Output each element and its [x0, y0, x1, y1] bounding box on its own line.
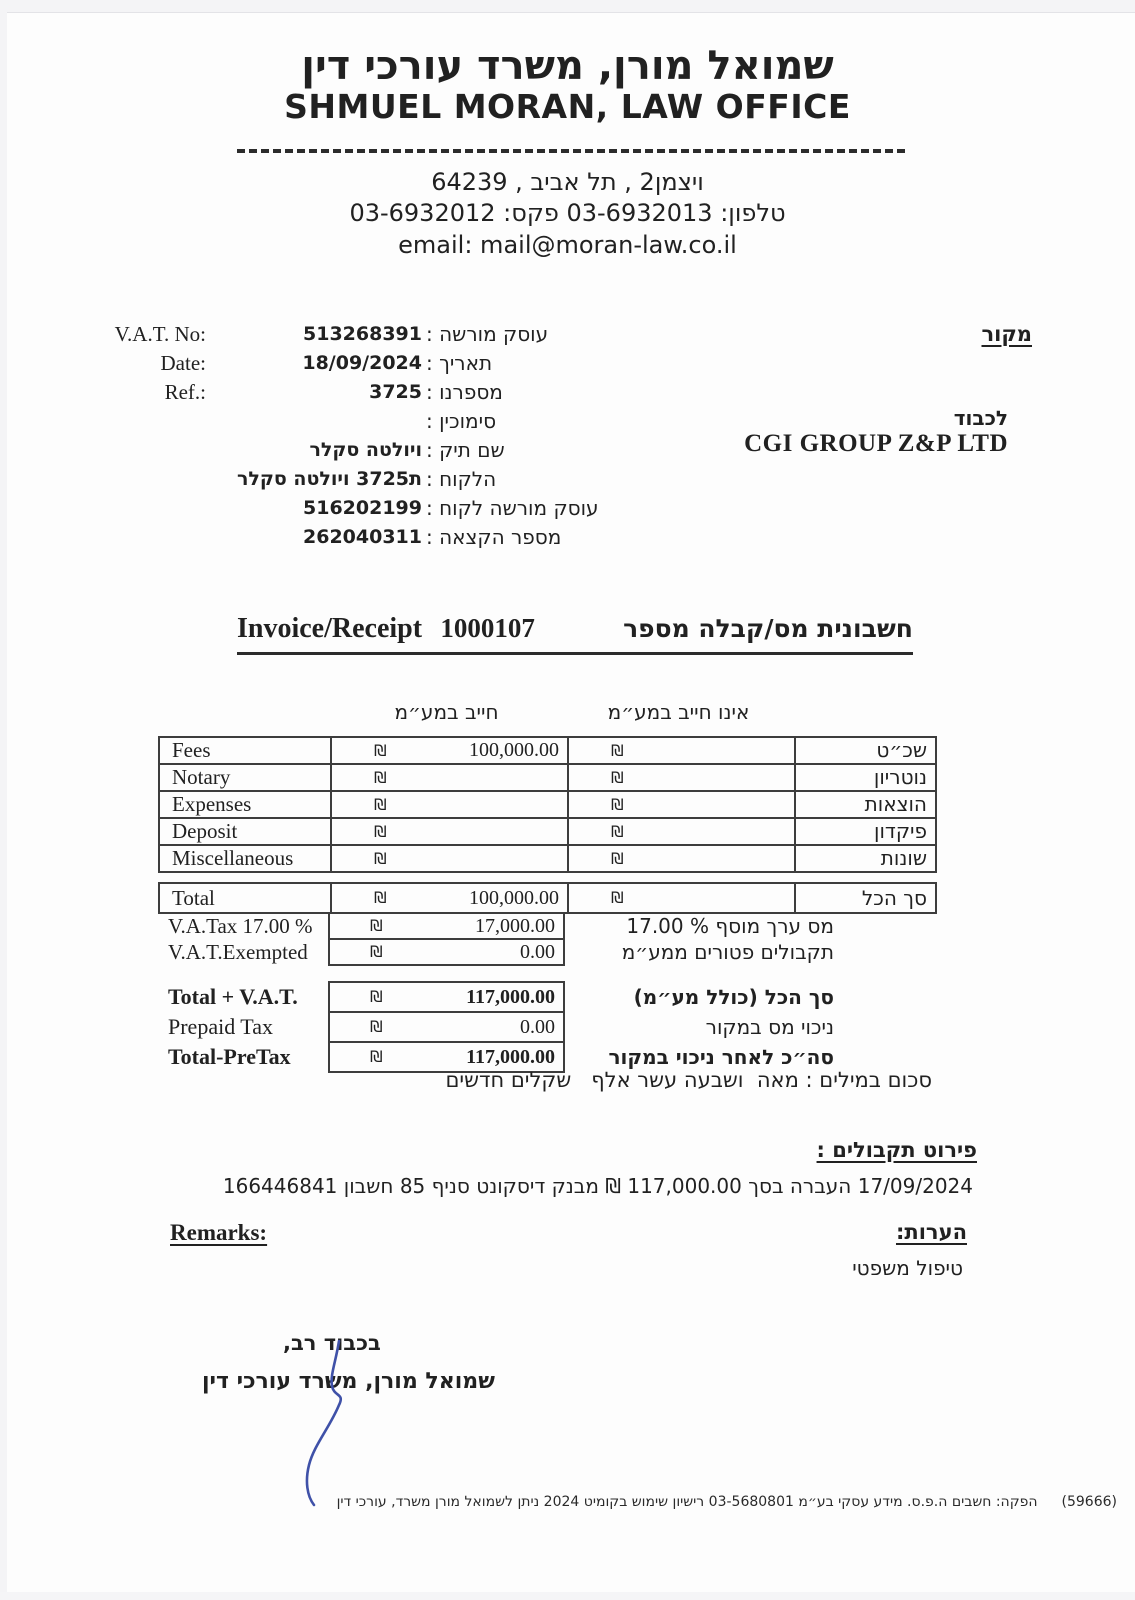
meta-value: 18/09/2024	[302, 352, 422, 374]
shekel-symbol: ₪	[374, 888, 387, 907]
amount-cell-exempt	[567, 792, 794, 817]
row-label-en: Miscellaneous	[172, 846, 294, 870]
vat-row	[158, 940, 937, 966]
shekel-symbol: ₪	[611, 795, 624, 814]
signature-stroke	[307, 1341, 341, 1505]
amount-cell-exempt	[567, 819, 794, 844]
charges-table-body	[158, 736, 937, 873]
table-row	[160, 817, 935, 844]
addressee-label: לכבוד	[953, 406, 1008, 430]
col-header-vat-exempt: אינו חייב במע״מ	[607, 700, 750, 724]
amount-cell-liable	[330, 765, 567, 790]
vat-row	[158, 914, 937, 940]
amount-cell-liable	[330, 846, 567, 871]
meta-row	[100, 320, 662, 349]
shekel-symbol: ₪	[611, 822, 624, 841]
table-row	[160, 844, 935, 871]
row-label-he: שונות	[794, 846, 935, 871]
meta-row	[100, 436, 662, 465]
meta-label-en	[100, 465, 206, 494]
meta-row	[100, 494, 662, 523]
amount-cell	[328, 981, 565, 1013]
amount-cell-exempt	[567, 738, 794, 763]
row-label-he: פיקדון	[794, 819, 935, 844]
origin-label: מקור	[981, 322, 1032, 346]
amount-cell-exempt	[567, 846, 794, 871]
meta-label-en: V.A.T. No:	[114, 322, 206, 346]
charges-table	[158, 700, 937, 1073]
summary-section	[158, 983, 937, 1073]
row-label-en: Prepaid Tax	[168, 1014, 273, 1039]
amount-cell-liable	[330, 884, 567, 912]
amount-in-words: סכום במילים : מאה ושבעה עשר אלף שקלים חדשים	[445, 1068, 932, 1092]
row-label-he: ניכוי מס במקור	[705, 1015, 834, 1039]
meta-value: 3725	[369, 381, 422, 403]
meta-row	[100, 378, 662, 407]
row-label-en: Fees	[172, 738, 211, 762]
office-email: email: mail@moran-law.co.il	[398, 231, 737, 259]
col-header-vat-liable: חייב במע״מ	[394, 700, 499, 724]
dashed-separator	[237, 149, 909, 153]
shekel-symbol: ₪	[611, 768, 624, 787]
summary-row	[158, 1013, 937, 1043]
row-label-he: שכ״ט	[794, 738, 935, 763]
shekel-symbol: ₪	[370, 942, 383, 961]
receipts-detail: 17/09/2024 העברה בסך 117,000.00 ₪ מבנק דיסקונט סניף 85 חשבון 166446841	[222, 1174, 973, 1198]
scan-artifact	[0, 0, 1135, 13]
invoice-title-he: חשבונית מס/קבלה מספר	[623, 614, 913, 643]
law-office-name-hebrew: שמואל מורן, משרד עורכי דין	[301, 43, 834, 89]
row-label-en: Deposit	[172, 819, 238, 843]
receipts-title: פירוט תקבולים :	[816, 1138, 977, 1162]
table-row	[160, 884, 935, 912]
row-label-he: תקבולים פטורים ממע״מ	[621, 940, 834, 964]
meta-row	[100, 523, 662, 552]
amount-value: 117,000.00	[466, 986, 555, 1008]
meta-value: 513268391	[303, 323, 422, 345]
row-label-en: Notary	[172, 765, 231, 789]
row-label-he: סך הכל	[794, 884, 935, 912]
row-label-en: Total-PreTax	[168, 1044, 291, 1069]
amount-value: 0.00	[520, 1016, 555, 1038]
meta-label-he: עוסק מורשה לקוח :	[426, 496, 599, 520]
row-label-en: Expenses	[172, 792, 252, 816]
shekel-symbol: ₪	[611, 888, 624, 907]
charges-table-header	[158, 700, 937, 736]
amount-cell	[328, 912, 565, 940]
table-row	[160, 790, 935, 817]
letterhead	[0, 44, 1135, 126]
invoice-title-en: Invoice/Receipt	[237, 613, 423, 644]
meta-value: ויולטה סקלר	[309, 439, 422, 461]
total-row	[158, 882, 937, 914]
amount-value: 17,000.00	[475, 915, 555, 937]
invoice-number: 1000107	[440, 613, 535, 643]
amount-value: 100,000.00	[469, 739, 559, 761]
handwritten-signature	[270, 1293, 370, 1513]
row-label-en: Total + V.A.T.	[168, 984, 298, 1009]
shekel-symbol: ₪	[611, 849, 624, 868]
table-row	[160, 763, 935, 790]
meta-label-he: סימוכין :	[426, 409, 497, 433]
vat-section	[158, 914, 937, 966]
meta-label-en	[100, 436, 206, 465]
office-address: ויצמן2 , תל אביב , 64239	[431, 168, 704, 196]
row-label-he: הוצאות	[794, 792, 935, 817]
meta-label-he: מספרנו :	[426, 380, 503, 404]
row-label-en: V.A.Tax 17.00 %	[168, 914, 313, 938]
meta-row	[100, 465, 662, 494]
amount-cell-liable	[330, 738, 567, 763]
closing-line: בכבוד רב,	[283, 1331, 381, 1355]
shekel-symbol: ₪	[374, 849, 387, 868]
amount-cell-liable	[330, 819, 567, 844]
scan-artifact	[0, 1592, 1135, 1600]
meta-label-he: מספר הקצאה :	[426, 525, 562, 549]
document-meta	[100, 320, 662, 552]
shekel-symbol: ₪	[370, 916, 383, 935]
meta-value	[206, 407, 422, 436]
shekel-symbol: ₪	[374, 795, 387, 814]
summary-row	[158, 983, 937, 1013]
law-office-name-english: SHMUEL MORAN, LAW OFFICE	[284, 87, 851, 126]
shekel-symbol: ₪	[374, 768, 387, 787]
meta-value: 516202199	[303, 497, 422, 519]
shekel-symbol: ₪	[370, 1017, 383, 1036]
remarks-label-en: Remarks:	[170, 1220, 268, 1245]
amount-value: 100,000.00	[469, 887, 559, 909]
meta-value: ת3725 ויולטה סקלר	[236, 468, 422, 490]
doc-title	[237, 613, 913, 655]
footer-text: הפקה: חשבים ה.פ.ס. מידע עסקי בע״מ 03-5680801 רישיון שימוש בקומיט 2024 ניתן לשמואל מורן משרד, עורכי דין	[336, 1494, 1038, 1510]
remarks-text: טיפול משפטי	[852, 1256, 963, 1280]
meta-value: 262040311	[303, 526, 422, 548]
shekel-symbol: ₪	[374, 741, 387, 760]
amount-cell-liable	[330, 792, 567, 817]
row-label-en: Total	[172, 886, 215, 910]
meta-label-en: Date:	[160, 351, 206, 375]
meta-label-en	[100, 494, 206, 523]
amount-cell	[328, 1011, 565, 1043]
meta-label-he: תאריך :	[426, 351, 493, 375]
signatory-name: שמואל מורן, משרד עורכי דין	[202, 1369, 495, 1394]
amount-cell-exempt	[567, 884, 794, 912]
meta-row	[100, 349, 662, 378]
amount-value: 0.00	[520, 941, 555, 963]
row-label-he: מס ערך מוסף % 17.00	[626, 914, 834, 938]
table-row	[160, 738, 935, 763]
shekel-symbol: ₪	[370, 1047, 383, 1066]
footer-code: (59666)	[1061, 1494, 1117, 1510]
remarks-label-he: הערות:	[895, 1220, 967, 1244]
meta-label-en	[100, 407, 206, 436]
amount-value: 117,000.00	[466, 1046, 555, 1068]
footer-note	[337, 1494, 1117, 1510]
amount-cell	[328, 938, 565, 966]
meta-label-en: Ref.:	[164, 380, 206, 404]
meta-label-he: שם תיק :	[426, 438, 505, 462]
addressee-name: CGI GROUP Z&P LTD	[744, 430, 1008, 457]
shekel-symbol: ₪	[374, 822, 387, 841]
office-phone-fax: טלפון: 03-6932013 פקס: 03-6932012	[349, 199, 786, 227]
shekel-symbol: ₪	[611, 741, 624, 760]
meta-label-he: עוסק מורשה :	[426, 322, 549, 346]
row-label-he: סה״כ לאחר ניכוי במקור	[608, 1045, 834, 1069]
row-label-en: V.A.T.Exempted	[168, 940, 308, 964]
meta-label-en	[100, 523, 206, 552]
row-label-he: סך הכל (כולל מע״מ)	[633, 985, 834, 1009]
shekel-symbol: ₪	[370, 987, 383, 1006]
meta-row	[100, 407, 662, 436]
amount-cell-exempt	[567, 765, 794, 790]
addressee-block	[744, 406, 1008, 458]
meta-label-he: הלקוח :	[426, 467, 497, 491]
row-label-he: נוטריון	[794, 765, 935, 790]
